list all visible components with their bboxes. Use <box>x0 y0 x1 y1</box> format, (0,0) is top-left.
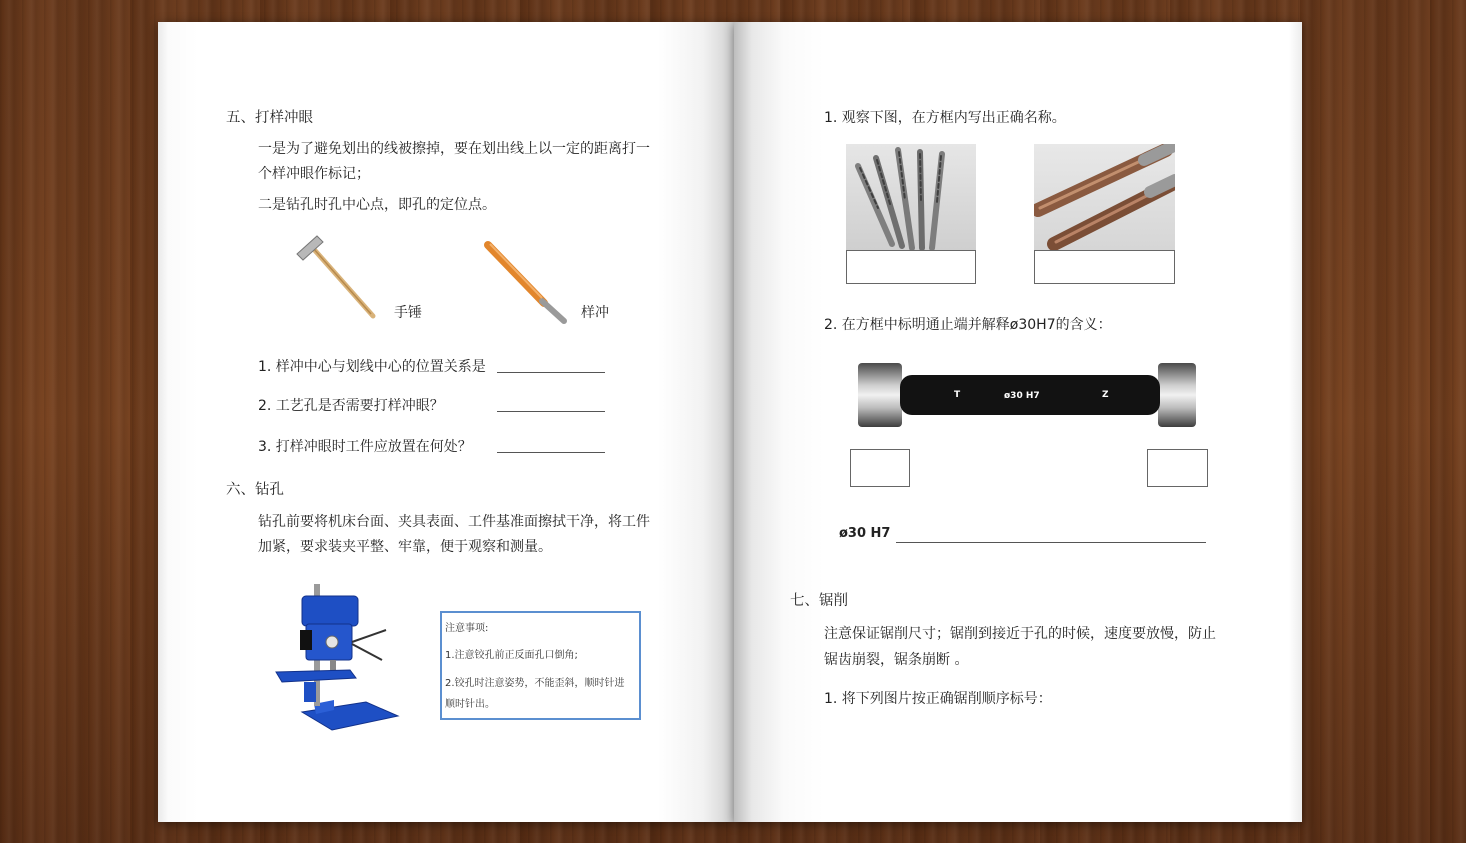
paragraph-2: 二是钻孔时孔中心点，即孔的定位点。 <box>258 197 496 213</box>
spec-label: ø30 H7 <box>839 526 891 541</box>
paragraph-3-line-1: 钻孔前要将机床台面、夹具表面、工件基准面擦拭干净，将工件 <box>258 514 650 530</box>
reamers-photo <box>1034 144 1175 250</box>
question-3: 3. 打样冲眼时工件应放置在何处？ <box>258 439 472 455</box>
plug-gauge-image <box>858 363 1198 429</box>
hammer-label: 手锤 <box>394 305 422 321</box>
answer-box-right-end[interactable] <box>1147 449 1208 487</box>
paragraph-1-line-1: 一是为了避免划出的线被擦掉，要在划出线上以一定的距离打一 <box>258 141 650 157</box>
gauge-go-mark: T <box>954 390 961 400</box>
question-1: 1. 样冲中心与划线中心的位置关系是 <box>258 359 486 375</box>
right-question-2: 2. 在方框中标明通止端并解释ø30H7的含义： <box>824 317 1112 333</box>
open-book <box>158 22 1302 822</box>
left-page <box>158 22 734 822</box>
answer-box-left-end[interactable] <box>850 449 910 487</box>
punch-label: 样冲 <box>581 305 609 321</box>
sawing-paragraph-line-2: 锯齿崩裂，锯条崩断 。 <box>824 652 969 668</box>
spec-answer-line[interactable] <box>896 542 1206 543</box>
answer-line-2[interactable] <box>497 411 605 412</box>
gauge-nogo-mark: Z <box>1102 390 1109 400</box>
notes-box <box>440 611 641 720</box>
paragraph-1-line-2: 个样冲眼作标记； <box>258 166 370 182</box>
drill-press-image <box>274 584 400 734</box>
notes-title: 注意事项: <box>445 623 489 634</box>
section-5-title: 五、打样冲眼 <box>226 110 313 126</box>
answer-box-reamers[interactable] <box>1034 250 1175 284</box>
drill-bits-photo <box>846 144 976 250</box>
section-6-title: 六、钻孔 <box>226 482 284 498</box>
question-2: 2. 工艺孔是否需要打样冲眼？ <box>258 398 444 414</box>
answer-line-3[interactable] <box>497 452 605 453</box>
paragraph-3-line-2: 加紧，要求装夹平整、牢靠，便于观察和测量。 <box>258 539 552 555</box>
answer-box-drill-bits[interactable] <box>846 250 976 284</box>
right-page <box>734 22 1302 822</box>
gauge-spec-mark: ø30 H7 <box>1004 391 1040 401</box>
answer-line-1[interactable] <box>497 372 605 373</box>
notes-item-2-line-1: 2.铰孔时注意姿势，不能歪斜，顺时针进 <box>445 678 625 689</box>
sawing-paragraph-line-1: 注意保证锯削尺寸；锯削到接近于孔的时候，速度要放慢，防止 <box>824 626 1216 642</box>
hammer-image <box>293 234 383 324</box>
sawing-question-1: 1. 将下列图片按正确锯削顺序标号： <box>824 691 1052 707</box>
notes-item-1: 1.注意铰孔前正反面孔口倒角; <box>445 650 578 661</box>
notes-item-2-line-2: 顺时针出。 <box>445 699 495 710</box>
right-question-1: 1. 观察下图，在方框内写出正确名称。 <box>824 110 1066 126</box>
section-7-title: 七、锯削 <box>790 593 848 609</box>
center-punch-image <box>480 237 570 327</box>
